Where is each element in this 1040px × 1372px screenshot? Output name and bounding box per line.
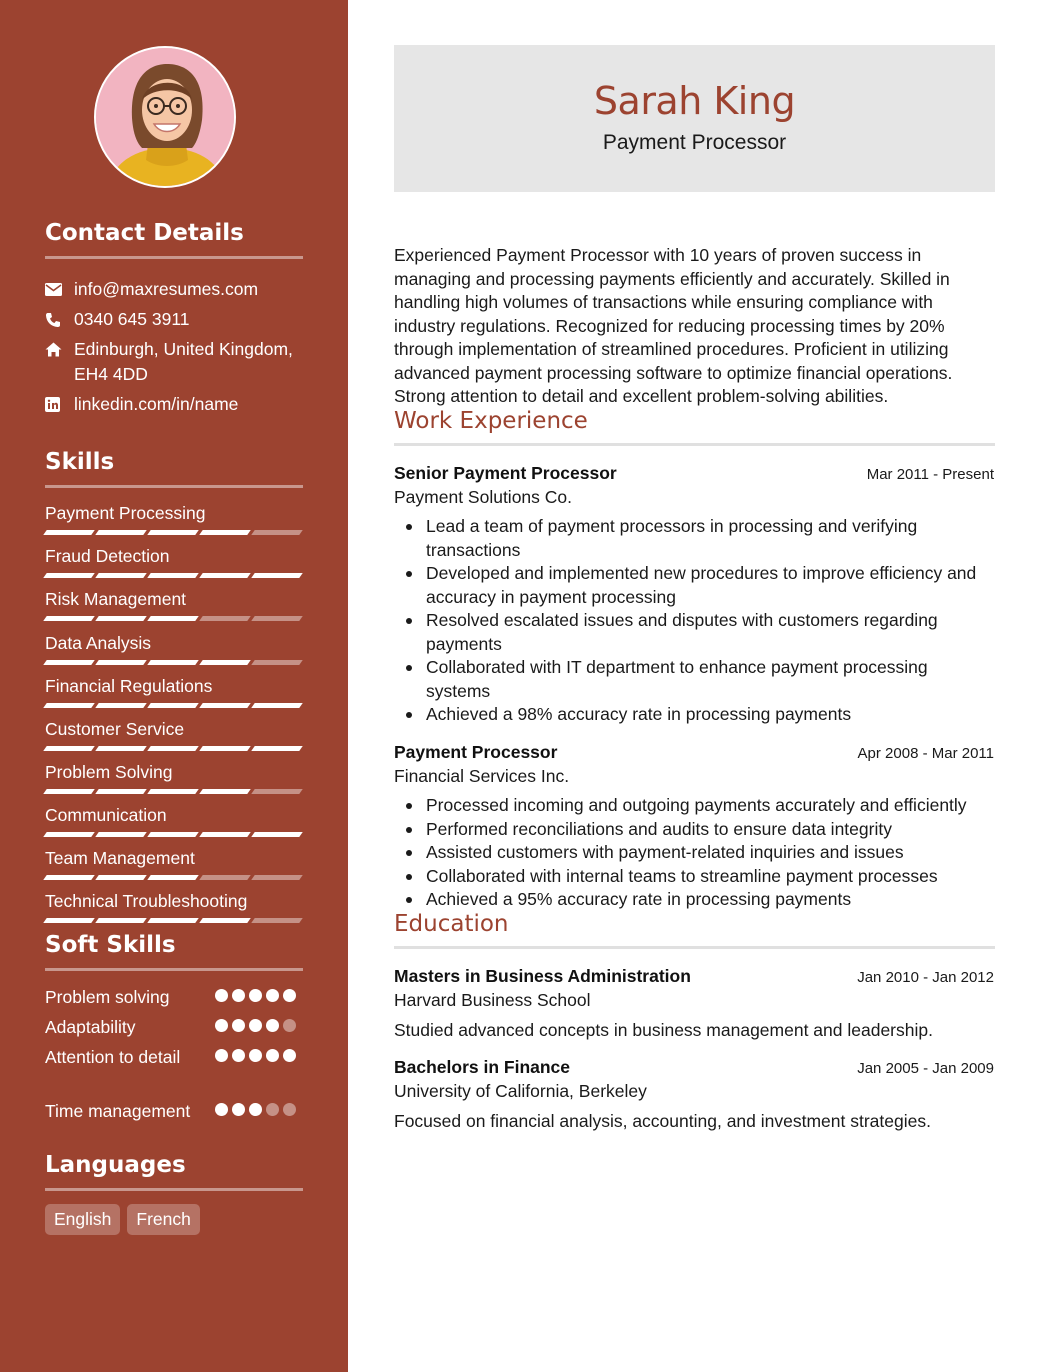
contact-email[interactable] <box>45 277 309 302</box>
person-name: Sarah King <box>593 79 796 123</box>
rating-dot <box>232 1019 245 1032</box>
skill-level-bar <box>45 573 303 578</box>
skill-level-segment <box>147 616 199 621</box>
avatar <box>94 46 236 188</box>
skill-level-segment <box>43 573 95 578</box>
job-dates: Mar 2011 - Present <box>866 466 994 483</box>
skill-item <box>45 545 303 578</box>
soft-skill-item <box>45 1099 303 1123</box>
rating-dot <box>249 1019 262 1032</box>
phone-icon <box>45 307 74 332</box>
skill-level-segment <box>199 746 251 751</box>
rating-dot <box>266 1019 279 1032</box>
job-bullet: Lead a team of payment processors in processing and verifying transactions <box>394 515 994 562</box>
degree-title: Bachelors in Finance <box>394 1057 571 1077</box>
skill-level-segment <box>147 746 199 751</box>
job-bullets <box>394 794 994 912</box>
skill-name: Team Management <box>45 848 195 868</box>
rating-dot <box>283 989 296 1002</box>
skill-name: Technical Troubleshooting <box>45 891 248 911</box>
job-company: Payment Solutions Co. <box>394 487 573 507</box>
skill-name: Financial Regulations <box>45 676 213 696</box>
skill-level-segment <box>43 530 95 535</box>
skill-level-segment <box>199 660 251 665</box>
languages-rule <box>45 1188 303 1191</box>
skill-name: Payment Processing <box>45 503 206 523</box>
soft-skills-title: Soft Skills <box>45 932 176 958</box>
avatar-portrait <box>96 48 236 188</box>
job-bullet: Collaborated with IT department to enhance payment processing systems <box>394 656 994 703</box>
skill-level-segment <box>43 789 95 794</box>
rating-dot <box>249 989 262 1002</box>
job-entry <box>394 461 994 727</box>
email-icon <box>45 277 74 302</box>
skill-level-segment <box>95 530 147 535</box>
degree-title: Masters in Business Administration <box>394 966 691 986</box>
languages-title: Languages <box>45 1152 186 1178</box>
skill-level-segment <box>95 746 147 751</box>
skill-level-segment <box>251 703 303 708</box>
contact-address <box>45 337 309 387</box>
job-bullet: Processed incoming and outgoing payments accurately and efficiently <box>394 794 994 818</box>
soft-skill-rating <box>215 1019 296 1032</box>
job-entry <box>394 740 994 912</box>
soft-skill-name: Adaptability <box>45 1017 136 1037</box>
contact-phone[interactable] <box>45 307 309 332</box>
education-description: Studied advanced concepts in business management and leadership. <box>394 1020 933 1040</box>
skill-item <box>45 675 303 708</box>
skill-level-segment <box>251 746 303 751</box>
skill-name: Communication <box>45 805 167 825</box>
job-bullet: Achieved a 98% accuracy rate in processing payments <box>394 703 994 727</box>
person-role: Payment Processor <box>602 131 787 154</box>
rating-dot <box>249 1103 262 1116</box>
skill-level-segment <box>251 573 303 578</box>
rating-dot <box>215 989 228 1002</box>
skills-title: Skills <box>45 449 115 475</box>
skill-level-segment <box>95 573 147 578</box>
skill-level-segment <box>95 660 147 665</box>
work-rule <box>394 443 995 446</box>
skill-level-segment <box>95 703 147 708</box>
language-tag: English <box>45 1204 120 1235</box>
rating-dot <box>249 1049 262 1062</box>
contact-address-text: Edinburgh, United Kingdom, EH4 4DD <box>74 339 293 384</box>
skill-item <box>45 502 303 535</box>
skill-level-segment <box>199 832 251 837</box>
skill-level-segment <box>251 832 303 837</box>
skill-level-segment <box>199 875 251 880</box>
skill-level-segment <box>147 703 199 708</box>
soft-skill-item <box>45 1045 303 1069</box>
home-icon <box>45 337 74 362</box>
job-bullets <box>394 515 994 727</box>
contact-email-text: info@maxresumes.com <box>74 279 259 299</box>
skill-level-segment <box>199 789 251 794</box>
soft-skills-rule <box>45 968 303 971</box>
skill-level-bar <box>45 832 303 837</box>
skill-item <box>45 804 303 837</box>
skill-level-segment <box>147 832 199 837</box>
skill-level-segment <box>43 746 95 751</box>
skill-level-segment <box>43 918 95 923</box>
soft-skill-name: Problem solving <box>45 987 170 1007</box>
rating-dot <box>283 1019 296 1032</box>
skill-level-bar <box>45 703 303 708</box>
job-bullet: Achieved a 95% accuracy rate in processing payments <box>394 888 994 912</box>
rating-dot <box>232 1103 245 1116</box>
skill-name: Customer Service <box>45 719 185 739</box>
skill-level-segment <box>43 875 95 880</box>
skill-level-segment <box>199 530 251 535</box>
skills-rule <box>45 485 303 488</box>
job-bullet: Performed reconciliations and audits to ensure data integrity <box>394 818 994 842</box>
skill-level-bar <box>45 616 303 621</box>
skill-item <box>45 847 303 880</box>
skill-level-bar <box>45 660 303 665</box>
contact-linkedin-text: linkedin.com/in/name <box>74 394 239 414</box>
work-title: Work Experience <box>394 408 588 434</box>
skill-name: Risk Management <box>45 589 187 609</box>
language-tag: French <box>127 1204 199 1235</box>
skill-level-segment <box>251 660 303 665</box>
skill-level-segment <box>147 573 199 578</box>
skill-item <box>45 632 303 665</box>
skill-level-segment <box>95 789 147 794</box>
skill-level-segment <box>147 875 199 880</box>
school-name: Harvard Business School <box>394 990 591 1010</box>
skill-level-segment <box>147 918 199 923</box>
skill-level-segment <box>95 616 147 621</box>
skill-level-bar <box>45 746 303 751</box>
soft-skill-rating <box>215 989 296 1002</box>
job-bullet: Assisted customers with payment-related inquiries and issues <box>394 841 994 865</box>
skill-level-segment <box>95 832 147 837</box>
linkedin-icon <box>45 392 74 417</box>
job-dates: Apr 2008 - Mar 2011 <box>857 745 994 762</box>
rating-dot <box>215 1103 228 1116</box>
rating-dot <box>232 1049 245 1062</box>
skill-item <box>45 718 303 751</box>
education-title: Education <box>394 911 509 937</box>
skill-level-segment <box>251 616 303 621</box>
rating-dot <box>266 1103 279 1116</box>
school-name: University of California, Berkeley <box>394 1081 647 1101</box>
rating-dot <box>232 989 245 1002</box>
job-bullet: Resolved escalated issues and disputes with customers regarding payments <box>394 609 994 656</box>
skill-item <box>45 588 303 621</box>
skill-level-segment <box>43 832 95 837</box>
rating-dot <box>283 1103 296 1116</box>
skill-item <box>45 890 303 923</box>
education-description: Focused on financial analysis, accounting, and investment strategies. <box>394 1111 931 1131</box>
skill-level-segment <box>95 875 147 880</box>
soft-skill-rating <box>215 1103 296 1116</box>
skill-item <box>45 761 303 794</box>
sidebar <box>0 0 348 1372</box>
contact-rule <box>45 256 303 259</box>
skill-level-bar <box>45 875 303 880</box>
rating-dot <box>283 1049 296 1062</box>
job-bullet: Developed and implemented new procedures to improve efficiency and accuracy in payment processing <box>394 562 994 609</box>
skill-level-segment <box>251 918 303 923</box>
skill-level-segment <box>251 789 303 794</box>
skill-level-segment <box>199 573 251 578</box>
resume-header <box>394 45 995 192</box>
job-title: Senior Payment Processor <box>394 463 617 483</box>
skill-name: Problem Solving <box>45 762 173 782</box>
job-bullet: Collaborated with internal teams to streamline payment processes <box>394 865 994 889</box>
skill-level-segment <box>147 660 199 665</box>
contact-title: Contact Details <box>45 220 244 246</box>
languages-list <box>45 1204 200 1235</box>
rating-dot <box>215 1019 228 1032</box>
skill-level-segment <box>43 660 95 665</box>
education-entry <box>394 964 994 1042</box>
soft-skill-name: Time management <box>45 1101 191 1121</box>
skill-level-bar <box>45 789 303 794</box>
education-dates: Jan 2005 - Jan 2009 <box>857 1060 994 1077</box>
skill-level-segment <box>147 530 199 535</box>
skill-level-segment <box>43 616 95 621</box>
summary-text: Experienced Payment Processor with 10 years of proven success in managing and processing payments efficiently and accurately. Skilled in handling high volumes of transactions while ensuring compliance with industry regulations. Recognized for reducing processing times by 20% through implementation of streamlined procedures. Proficient in utilizing advanced payment processing software to optimize financial operations. Strong attention to detail and excellent problem-solving abilities. <box>394 245 953 406</box>
skill-level-segment <box>199 616 251 621</box>
rating-dot <box>266 989 279 1002</box>
soft-skill-item <box>45 985 303 1009</box>
soft-skill-item <box>45 1015 303 1039</box>
skill-level-bar <box>45 530 303 535</box>
contact-linkedin[interactable] <box>45 392 309 417</box>
job-title: Payment Processor <box>394 742 558 762</box>
skill-level-segment <box>147 789 199 794</box>
contact-phone-text: 0340 645 3911 <box>74 309 190 329</box>
rating-dot <box>215 1049 228 1062</box>
skill-level-segment <box>251 530 303 535</box>
soft-skill-rating <box>215 1049 296 1062</box>
skill-level-segment <box>43 703 95 708</box>
education-entry <box>394 1055 994 1133</box>
skill-level-segment <box>95 918 147 923</box>
skill-level-segment <box>251 875 303 880</box>
rating-dot <box>266 1049 279 1062</box>
skill-level-segment <box>199 918 251 923</box>
skill-level-bar <box>45 918 303 923</box>
skill-name: Fraud Detection <box>45 546 170 566</box>
education-rule <box>394 946 995 949</box>
job-company: Financial Services Inc. <box>394 766 570 786</box>
skill-level-segment <box>199 703 251 708</box>
skill-name: Data Analysis <box>45 633 152 653</box>
education-dates: Jan 2010 - Jan 2012 <box>857 969 994 986</box>
soft-skill-name: Attention to detail <box>45 1047 181 1067</box>
